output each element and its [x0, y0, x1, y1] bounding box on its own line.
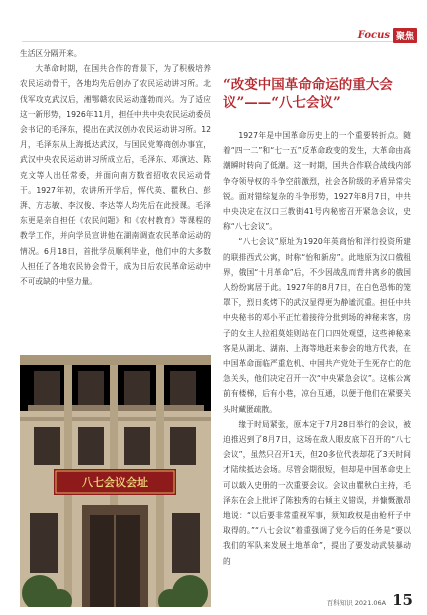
page-number: 15: [392, 591, 413, 609]
site-sign-text: 八七会议会址: [82, 476, 148, 489]
focus-label-en: Focus: [357, 30, 390, 41]
right-paragraph-1: 1927年是中国革命历史上的一个重要转折点。随着“四一二”和“七一五”反革命政变的发生，大革命由高潮瞬时转向了低潮。这一时期，国共合作联合战线内部争夺领导权的斗争空前激烈，社会各阶级的矛盾异常尖锐。面对错综复杂的斗争形势，1927年8月7日，中共中央决定在汉口三教街41号内秘密召开紧急会议，史称“八七会议”。: [223, 131, 411, 232]
page-footer: [327, 591, 413, 609]
right-paragraph-3: 缘于时局紧张，原本定于7月28日举行的会议，被迫推迟到了8月7日，这场在敌人眼皮底下召开的“八七会议”，虽然只召开1天，但20多位代表却花了3天时间才陆续抵达会场。尽管会期很短，但却是中国革命史上可以载入史册的一次重要会议。会议由瞿秋白主持，毛泽东在会上批评了陈独秀的右倾主义错误，并慷慨激昂地说：“以后要非常重视军事，须知政权是由枪杆子中取得的。”“八七会议”着重强调了党今后的任务是“要以我们的军队来发展土地革命”，提出了要发动武装暴动的: [223, 419, 411, 566]
site-photo: [20, 355, 211, 607]
left-paragraph-2: 大革命时期，在国共合作的背景下，为了积极培养农民运动骨干，各地均先后创办了农民运动讲习所。北伐军攻克武汉后，湘鄂赣农民运动蓬勃而兴。为了适应这一新形势，1926年11月，担任中共中央农民运动委员会书记的毛泽东，提出在武汉创办农民运动讲习所。12月，毛泽东从上海抵达武汉，与国民党筹商创办事宜，武汉中央农民运动讲习所成立后，毛泽东、邓演达、陈克文等人出任常委，并面向南方数省招收农民运动骨干。1927年初，农讲所开学后，恽代英、瞿秋白、彭湃、方志敏、李汉俊、李达等人均先后在此授课。毛泽东更是亲自担任《农民问题》和《农村教育》等课程的教学工作，并向学员宣讲他在湖南调查农民革命运动的情况。6月18日，首批学员顺利毕业，他们中的大多数人担任了各地农民协会骨干，成为日后农民革命运动中不可或缺的中坚力量。: [20, 64, 211, 287]
left-column: [20, 46, 211, 289]
section-header: [358, 28, 417, 43]
right-paragraph-2: “八七会议”原址为1920年英商怡和洋行投资所建的联排西式公寓，时称“怡和新房”。此地原为汉口俄租界，俄国“十月革命”后，不少因战乱而背井离乡的俄国人纷纷寓居于此。1927年的8月7日，在白色恐怖的笼罩下，烈日炙烤下的武汉显得更为静谧沉重。担任中共中央秘书的邓小平正忙着接待分批到场的神秘来客，房子的女主人拉祖莫娃则站在门口四处观望，这些神秘来客是从湖北、湖南、上海等地赶来参会的地方代表，在中国革命面临严重危机、中国共产党处于生死存亡的危急关头，他们决定召开一次“中央紧急会议”。这栋公寓前有楼梯，后有小巷，凉台互通，以便于他们在紧要关头时藏匿疏散。: [223, 237, 411, 414]
left-paragraph-1: 生活区分隔开来。: [20, 49, 82, 58]
focus-label-cn: 聚焦: [393, 28, 417, 43]
right-column: [223, 128, 411, 569]
section-title: “改变中国革命命运的重大会议”——“八七会议”: [223, 77, 393, 111]
magazine-issue: 百科知识 2021.06A: [326, 599, 387, 607]
